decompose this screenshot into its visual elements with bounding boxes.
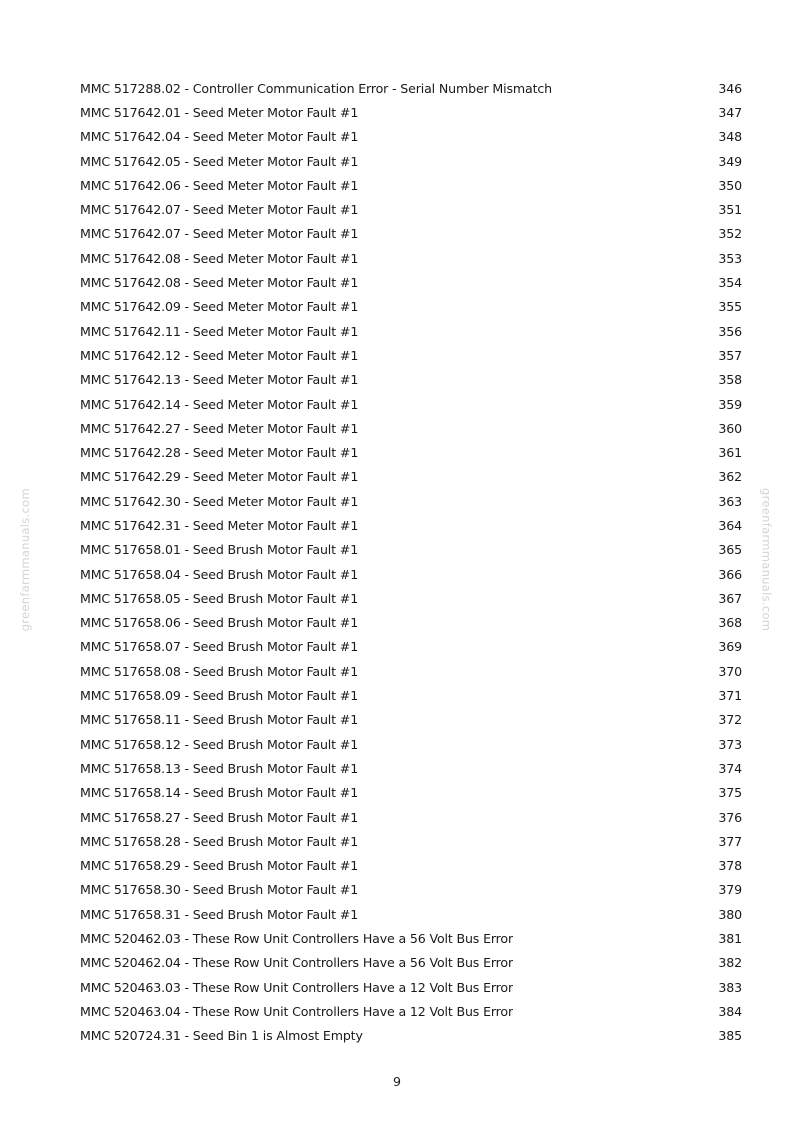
toc-entry-title: MMC 517642.05 - Seed Meter Motor Fault #1 (80, 153, 359, 169)
toc-entry-title: MMC 517642.13 - Seed Meter Motor Fault #1 (80, 372, 359, 388)
toc-entry-page: 375 (718, 785, 742, 801)
toc-entry-title: MMC 517642.04 - Seed Meter Motor Fault #1 (80, 129, 359, 145)
toc-entry-title: MMC 517642.01 - Seed Meter Motor Fault #1 (80, 104, 359, 120)
toc-entry-page: 353 (718, 250, 742, 266)
toc-entry-title: MMC 517642.30 - Seed Meter Motor Fault #1 (80, 493, 359, 509)
page-number: 9 (392, 1074, 401, 1089)
toc-entry-page: 355 (718, 299, 742, 315)
toc-entry-page: 360 (718, 420, 742, 436)
toc-entry-title: MMC 520724.31 - Seed Bin 1 is Almost Empty (80, 1028, 363, 1044)
toc-entry[interactable] (80, 562, 742, 586)
toc-entry[interactable] (80, 732, 742, 756)
toc-entry-title: MMC 517642.27 - Seed Meter Motor Fault #1 (80, 420, 359, 436)
toc-entry[interactable] (80, 173, 742, 197)
toc-entry[interactable] (80, 222, 742, 246)
toc-entry-page: 369 (718, 639, 742, 655)
toc-entry[interactable] (80, 538, 742, 562)
table-of-contents (80, 76, 742, 1048)
toc-entry-title: MMC 517642.28 - Seed Meter Motor Fault #1 (80, 445, 359, 461)
toc-entry-page: 352 (718, 226, 742, 242)
toc-entry-page: 371 (718, 688, 742, 704)
toc-entry-title: MMC 517658.13 - Seed Brush Motor Fault #1 (80, 760, 359, 776)
toc-entry-title: MMC 520463.04 - These Row Unit Controllers Have a 12 Volt Bus Error (80, 1003, 514, 1019)
toc-entry-page: 362 (718, 469, 742, 485)
toc-entry-page: 356 (718, 323, 742, 339)
toc-entry-page: 372 (718, 712, 742, 728)
toc-entry[interactable] (80, 829, 742, 853)
toc-entry[interactable] (80, 392, 742, 416)
toc-entry[interactable] (80, 878, 742, 902)
toc-entry[interactable] (80, 319, 742, 343)
toc-entry-page: 364 (718, 517, 742, 533)
toc-entry[interactable] (80, 975, 742, 999)
toc-entry[interactable] (80, 683, 742, 707)
toc-entry-title: MMC 520462.03 - These Row Unit Controllers Have a 56 Volt Bus Error (80, 931, 514, 947)
toc-entry[interactable] (80, 999, 742, 1023)
toc-entry-page: 376 (718, 809, 742, 825)
toc-entry[interactable] (80, 416, 742, 440)
toc-entry-page: 380 (718, 906, 742, 922)
toc-entry-page: 366 (718, 566, 742, 582)
toc-entry[interactable] (80, 951, 742, 975)
toc-entry[interactable] (80, 635, 742, 659)
toc-entry-page: 359 (718, 396, 742, 412)
toc-entry-title: MMC 517658.28 - Seed Brush Motor Fault #1 (80, 833, 359, 849)
toc-entry-page: 348 (718, 129, 742, 145)
toc-entry-page: 361 (718, 445, 742, 461)
toc-entry-title: MMC 517642.07 - Seed Meter Motor Fault #1 (80, 226, 359, 242)
toc-entry-title: MMC 517642.07 - Seed Meter Motor Fault #1 (80, 202, 359, 218)
toc-entry-title: MMC 517658.11 - Seed Brush Motor Fault #1 (80, 712, 359, 728)
toc-entry-title: MMC 517658.12 - Seed Brush Motor Fault #1 (80, 736, 359, 752)
toc-entry[interactable] (80, 197, 742, 221)
toc-entry-title: MMC 517288.02 - Controller Communication Error - Serial Number Mismatch (80, 80, 552, 96)
toc-entry-page: 377 (718, 833, 742, 849)
toc-entry[interactable] (80, 149, 742, 173)
toc-entry-title: MMC 517658.30 - Seed Brush Motor Fault #1 (80, 882, 359, 898)
toc-entry-page: 346 (718, 80, 742, 96)
toc-entry-page: 358 (718, 372, 742, 388)
toc-entry[interactable] (80, 100, 742, 124)
toc-entry[interactable] (80, 1024, 742, 1048)
toc-entry-title: MMC 517658.27 - Seed Brush Motor Fault #1 (80, 809, 359, 825)
toc-entry[interactable] (80, 368, 742, 392)
toc-entry-title: MMC 517642.06 - Seed Meter Motor Fault #1 (80, 177, 359, 193)
toc-entry[interactable] (80, 611, 742, 635)
toc-entry-page: 382 (718, 955, 742, 971)
toc-entry-page: 379 (718, 882, 742, 898)
toc-entry[interactable] (80, 343, 742, 367)
toc-entry-title: MMC 517658.31 - Seed Brush Motor Fault #1 (80, 906, 359, 922)
toc-entry-title: MMC 517658.04 - Seed Brush Motor Fault #1 (80, 566, 359, 582)
toc-entry[interactable] (80, 513, 742, 537)
toc-entry-page: 384 (718, 1003, 742, 1019)
toc-entry[interactable] (80, 270, 742, 294)
toc-entry[interactable] (80, 854, 742, 878)
toc-entry-page: 350 (718, 177, 742, 193)
toc-entry[interactable] (80, 440, 742, 464)
toc-entry[interactable] (80, 465, 742, 489)
toc-entry-title: MMC 517658.01 - Seed Brush Motor Fault #1 (80, 542, 359, 558)
toc-entry-page: 363 (718, 493, 742, 509)
toc-entry-title: MMC 517642.29 - Seed Meter Motor Fault #1 (80, 469, 359, 485)
toc-entry[interactable] (80, 805, 742, 829)
toc-entry-title: MMC 517658.29 - Seed Brush Motor Fault #1 (80, 858, 359, 874)
toc-entry[interactable] (80, 295, 742, 319)
toc-entry[interactable] (80, 708, 742, 732)
toc-entry-title: MMC 517642.08 - Seed Meter Motor Fault #1 (80, 250, 359, 266)
toc-entry-page: 373 (718, 736, 742, 752)
toc-entry[interactable] (80, 489, 742, 513)
toc-entry[interactable] (80, 246, 742, 270)
toc-entry-page: 367 (718, 590, 742, 606)
toc-entry[interactable] (80, 76, 742, 100)
toc-entry-title: MMC 517658.06 - Seed Brush Motor Fault #1 (80, 615, 359, 631)
toc-entry-title: MMC 517642.09 - Seed Meter Motor Fault #1 (80, 299, 359, 315)
toc-entry-page: 365 (718, 542, 742, 558)
toc-entry-page: 349 (718, 153, 742, 169)
toc-entry-title: MMC 517658.09 - Seed Brush Motor Fault #1 (80, 688, 359, 704)
toc-entry-title: MMC 517642.31 - Seed Meter Motor Fault #1 (80, 517, 359, 533)
toc-entry-title: MMC 517658.14 - Seed Brush Motor Fault #1 (80, 785, 359, 801)
toc-entry-page: 381 (718, 931, 742, 947)
toc-entry-title: MMC 517658.08 - Seed Brush Motor Fault #1 (80, 663, 359, 679)
toc-entry-page: 374 (718, 760, 742, 776)
toc-entry-page: 385 (718, 1028, 742, 1044)
toc-entry-title: MMC 517658.07 - Seed Brush Motor Fault #1 (80, 639, 359, 655)
toc-entry[interactable] (80, 756, 742, 780)
toc-entry-title: MMC 517642.08 - Seed Meter Motor Fault #1 (80, 275, 359, 291)
toc-entry-page: 368 (718, 615, 742, 631)
toc-entry-page: 370 (718, 663, 742, 679)
toc-entry[interactable] (80, 586, 742, 610)
toc-entry-page: 378 (718, 858, 742, 874)
toc-entry-page: 357 (718, 347, 742, 363)
watermark-right: greenfarmmanuals.com (759, 488, 774, 632)
toc-entry[interactable] (80, 125, 742, 149)
toc-entry-title: MMC 517642.14 - Seed Meter Motor Fault #1 (80, 396, 359, 412)
toc-entry-page: 351 (718, 202, 742, 218)
toc-entry-title: MMC 520463.03 - These Row Unit Controllers Have a 12 Volt Bus Error (80, 979, 514, 995)
toc-entry-title: MMC 517642.12 - Seed Meter Motor Fault #1 (80, 347, 359, 363)
toc-entry-page: 383 (718, 979, 742, 995)
toc-entry[interactable] (80, 781, 742, 805)
toc-entry[interactable] (80, 659, 742, 683)
toc-entry-page: 347 (718, 104, 742, 120)
toc-entry-page: 354 (718, 275, 742, 291)
watermark-left: greenfarmmanuals.com (18, 488, 32, 632)
toc-entry-title: MMC 520462.04 - These Row Unit Controllers Have a 56 Volt Bus Error (80, 955, 514, 971)
toc-entry-title: MMC 517658.05 - Seed Brush Motor Fault #1 (80, 590, 359, 606)
toc-entry[interactable] (80, 926, 742, 950)
toc-entry-title: MMC 517642.11 - Seed Meter Motor Fault #1 (80, 323, 359, 339)
toc-entry[interactable] (80, 902, 742, 926)
